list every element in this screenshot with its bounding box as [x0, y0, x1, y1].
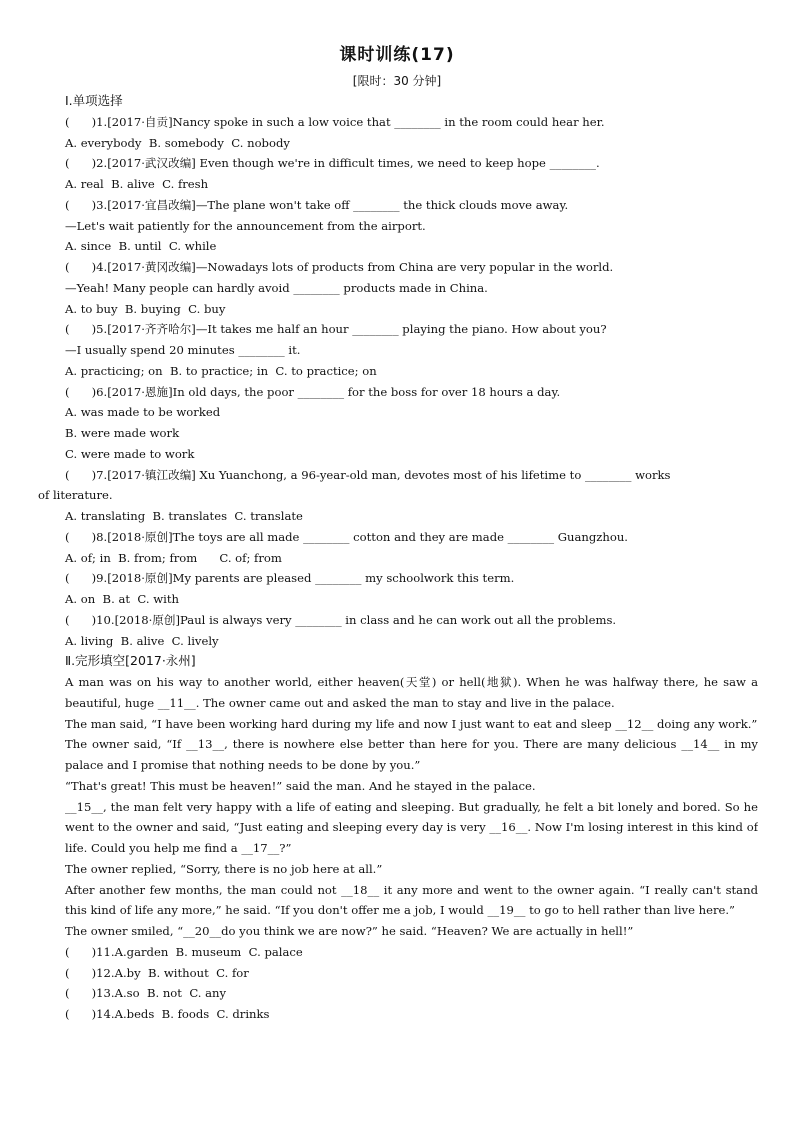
options-3: A. since B. until C. while: [65, 239, 217, 254]
question-2: ( )2.[2017·武汉改编] Even though we're in difficult times, we need to keep hope ________.: [65, 156, 600, 171]
question-9: ( )9.[2018·原创]My parents are pleased ________ my schoolwork this term.: [65, 571, 515, 586]
question-10: ( )10.[2018·原创]Paul is always very ________ in class and he can work out all the problems.: [65, 612, 617, 627]
cloze-options-14: ( )14.A.beds B. foods C. drinks: [65, 1007, 270, 1021]
options-7: A. translating B. translates C. translate: [65, 509, 303, 523]
section-heading-cloze: Ⅱ.完形填空[2017·永州]: [65, 653, 196, 669]
worksheet-body: [38, 91, 758, 1025]
option-6b: B. were made work: [65, 426, 180, 440]
time-limit: [限时：30 分钟]: [352, 74, 442, 88]
cloze-options-13: ( )13.A.so B. not C. any: [65, 986, 227, 1001]
question-1: ( )1.[2017·自贡]Nancy spoke in such a low voice that ________ in the room could hear her.: [65, 114, 605, 129]
options-1: A. everybody B. somebody C. nobody: [65, 135, 290, 150]
cloze-paragraph-2: The man said, “I have been working hard during my life and now I just want to eat and sleep __12__ doing any work.”: [65, 716, 758, 731]
options-8: A. of; in B. from; from C. of; from: [65, 550, 282, 565]
options-2: A. real B. alive C. fresh: [65, 177, 209, 191]
question-3-response: —Let's wait patiently for the announcement from the airport.: [65, 218, 426, 233]
option-6a: A. was made to be worked: [65, 405, 221, 420]
question-5: ( )5.[2017·齐齐哈尔]—It takes me half an hour ________ playing the piano. How about you?: [65, 322, 607, 337]
page-title: 课时训练(17): [339, 45, 455, 65]
question-7: ( )7.[2017·镇江改编] Xu Yuanchong, a 96-year-old man, devotes most of his lifetime to ________ works: [65, 467, 671, 482]
cloze-paragraph-8: The owner smiled, “__20__do you think we are now?” he said. “Heaven? We are actually in hell!”: [65, 924, 634, 938]
cloze-options-11: ( )11.A.garden B. museum C. palace: [65, 944, 303, 959]
cloze-paragraph-5: __15__, the man felt very happy with a life of eating and sleeping. But gradually, he felt a bit lonely and bored. So he went to the owner and said, “Just eating and sleeping every day is very __16__. Now I'm losing interest in this kind of life. Could you help me find a __17__?”: [65, 799, 758, 855]
question-4: ( )4.[2017·黄冈改编]—Nowadays lots of products from China are very popular in the world.: [65, 260, 614, 274]
question-5-response: —I usually spend 20 minutes ________ it.: [65, 343, 301, 357]
question-3: ( )3.[2017·宜昌改编]—The plane won't take off ________ the thick clouds move away.: [65, 197, 569, 212]
cloze-paragraph-1: A man was on his way to another world, either heaven(天堂) or hell(地狱). When he was halfway there, he saw a beautiful, huge __11__. The owner came out and asked the man to stay and live in the palace.: [65, 675, 758, 710]
options-4: A. to buy B. buying C. buy: [65, 301, 226, 316]
option-6c: C. were made to work: [65, 446, 195, 461]
question-4-response: —Yeah! Many people can hardly avoid ________ products made in China.: [65, 280, 488, 295]
question-7-continued: of literature.: [38, 488, 113, 503]
options-5: A. practicing; on B. to practice; in C. to practice; on: [65, 363, 377, 378]
question-6: ( )6.[2017·恩施]In old days, the poor ________ for the boss for over 18 hours a day.: [65, 384, 561, 399]
cloze-paragraph-3: The owner said, “If __13__, there is nowhere else better than here for you. There are many delicious __14__ in my palace and I promise that nothing needs to be done by you.”: [65, 737, 758, 772]
section-heading-single-choice: Ⅰ.单项选择: [65, 93, 123, 108]
cloze-paragraph-7: After another few months, the man could not __18__ it any more and went to the owner again. “I really can't stand this kind of life any more,” he said. “If you don't offer me a job, I would __19__ to go to hell rather than live here.”: [65, 882, 758, 918]
cloze-options-12: ( )12.A.by B. without C. for: [65, 965, 249, 980]
cloze-paragraph-4: “That's great! This must be heaven!” said the man. And he stayed in the palace.: [65, 778, 536, 793]
question-8: ( )8.[2018·原创]The toys are all made ________ cotton and they are made ________ Guangzhou.: [65, 529, 628, 544]
cloze-paragraph-6: The owner replied, “Sorry, there is no job here at all.”: [65, 861, 383, 876]
options-9: A. on B. at C. with: [65, 592, 179, 606]
options-10: A. living B. alive C. lively: [65, 633, 219, 648]
